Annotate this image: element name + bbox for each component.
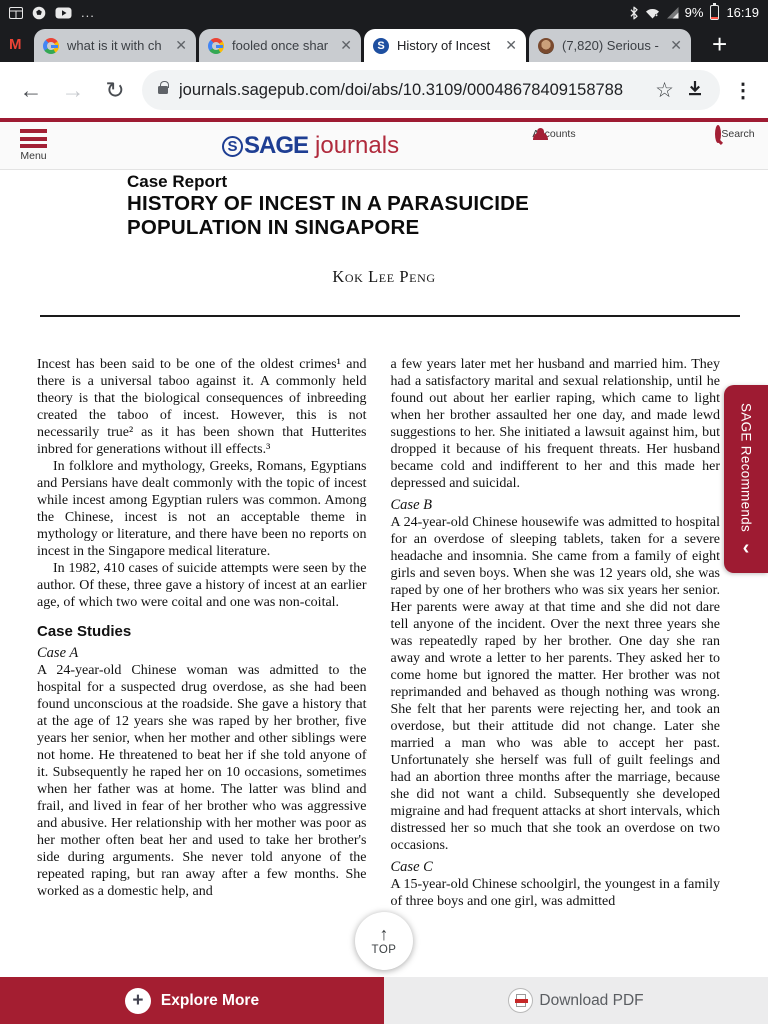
paragraph: Incest has been said to be one of the oldest crimes¹ and there is a universal taboo against it. A commonly held theory is that the biological consequences of inbreeding created the taboo of incest. However, this is not necessarily true² as it has been shown that Hutterites inbred for generations without ill effects.³ (37, 357, 367, 457)
close-icon[interactable]: ✕ (505, 37, 517, 53)
article-columns (37, 356, 720, 910)
paragraph: a few years later met her husband and married him. They had a satisfactory marital and sexual relationship, until he found out about her earlier raping, which came to light when her brother assaulted her one day, and made lewd suggestions to her. She initiated a lawsuit against him, but dropped it because of his frequent threats. Her husband became cold and indifferent to her and this made her depressed and suicidal. (390, 357, 720, 491)
browser-toolbar (0, 62, 768, 118)
paragraph: In folklore and mythology, Greeks, Romans, Egyptians and Persians have dealt commonly with the topic of incest while incest among Egyptian rulers was common. Among the Chinese, incest is not an acceptable theme in mythology or literature, and there have been no reports on incest in the Singapore medical literature. (37, 459, 367, 559)
status-bar (0, 0, 768, 25)
more-notifications-icon: ... (81, 4, 95, 20)
sage-recommends-tab[interactable] (724, 385, 768, 573)
menu-button[interactable] (20, 129, 47, 162)
notification-icons (9, 6, 95, 20)
paragraph: A 24-year-old Chinese woman was admitted to the hospital for a suspected drug overdose, as she had been found unconscious at the roadside. She gave a history that at the age of 12 years she was raped by her brother, five years her senior, when her mother and other siblings were not home. He threatened to beat her if she told anyone of it. Subsequently he raped her on 10 occasions, sometimes when her father was at home. The latter was blind and frail, and lived in fear of her brother who was aggressive and abusive. Her relationship with her mother was poor as her mother often beat her and used to take her brother's side during arguments. She never told anyone of the repeated raping, but ran away after a few months. She worked as a domestic help, and (37, 663, 367, 899)
sage-favicon: S (373, 38, 389, 54)
play-notification-icon (55, 7, 72, 19)
article-page (0, 170, 768, 977)
bookmark-star-icon[interactable]: ☆ (655, 78, 674, 102)
explore-more-label: Explore More (160, 991, 260, 1009)
window-notification-icon (9, 7, 23, 19)
case-b-heading: Case B (390, 497, 432, 513)
back-button[interactable]: ← (19, 76, 43, 103)
avatar-favicon (538, 38, 554, 54)
search-label: Search (721, 128, 755, 140)
bluetooth-icon (629, 6, 639, 20)
pdf-icon (508, 988, 533, 1013)
paragraph: A 24-year-old Chinese housewife was admitted to hospital for an overdose of sleeping tablets, taken for a severe headache and insomnia. She came from a family of eight girls and seven boys. When she was 12 years old, she was raped by one of her brothers who was six years her senior. Her parents were away at that time and she did not dare tell anyone of the incident. Over the next three years she was repeatedly raped by her brother. One day she ran away and wrote a letter to her parents. They asked her to come home but ignored the matter. Her brother was not reprimanded and behaved as though nothing was wrong. She felt that her parents were rejecting her, and took an overdose, but their attitude did not change. Later she married a man who was able to accept her past. Unfortunately she herself was full of guilt feelings and had an abortion three months after the marriage, because she did not want a child. Subsequently she developed migraine and had frequent attacks at short intervals, which distressed her so much that she took an overdose on two occasions. (390, 515, 720, 853)
paragraph: In 1982, 410 cases of suicide attempts were seen by the author. Of these, three gave a history of incest at an earlier age, of which two were coital and one was non-coital. (37, 561, 367, 610)
tab-title: fooled once shar (232, 38, 329, 53)
article-kicker: Case Report (127, 172, 228, 191)
top-label: TOP (371, 944, 397, 956)
close-icon[interactable]: ✕ (340, 37, 352, 53)
article-title (127, 192, 697, 239)
article-title-line1: HISTORY OF INCEST IN A PARASUICIDE (127, 192, 530, 215)
battery-percent: 9% (684, 5, 704, 20)
chevron-left-icon: ‹ (742, 537, 750, 560)
plus-icon: + (125, 988, 151, 1014)
download-pdf-button[interactable] (384, 977, 768, 1024)
tab-serious[interactable] (529, 29, 691, 62)
wifi-icon (645, 7, 660, 19)
address-bar[interactable] (142, 70, 720, 110)
media-ball-notification-icon (32, 6, 46, 20)
case-c-heading: Case C (390, 859, 433, 875)
explore-more-button[interactable] (0, 977, 384, 1024)
case-a-heading: Case A (37, 645, 79, 661)
site-header (0, 118, 768, 170)
tab-title: (7,820) Serious - (562, 38, 659, 53)
browser-menu-icon[interactable]: ⋮ (733, 79, 753, 102)
close-icon[interactable]: ✕ (175, 37, 187, 53)
menu-label: Menu (20, 150, 47, 162)
tab-what-is-it[interactable] (34, 29, 196, 62)
google-favicon (43, 38, 59, 54)
download-pdf-label: Download PDF (539, 991, 644, 1009)
tab-title: what is it with ch (67, 38, 162, 53)
lock-icon (158, 86, 168, 94)
tab-history-of-incest-active[interactable] (364, 29, 526, 62)
clock: 16:19 (726, 5, 759, 20)
reload-button[interactable]: ↻ (105, 76, 125, 103)
sage-logo-text: SAGE (244, 132, 309, 159)
article-title-line2: POPULATION IN SINGAPORE (127, 215, 420, 239)
search-button[interactable] (712, 128, 758, 140)
new-tab-button[interactable]: + (712, 29, 728, 59)
journals-logo-text: journals (315, 132, 400, 159)
right-column (391, 356, 721, 910)
forward-button[interactable]: → (61, 76, 85, 103)
url-text: journals.sagepub.com/doi/abs/10.3109/00048678409158788 (179, 80, 624, 99)
google-favicon (208, 38, 224, 54)
paragraph: A 15-year-old Chinese schoolgirl, the youngest in a family of three boys and one girl, was admitted (390, 877, 720, 909)
sage-logo-s-icon: S (222, 136, 243, 157)
cell-signal-icon (666, 6, 679, 19)
sage-recommends-label: SAGE Recommends (738, 402, 754, 533)
close-icon[interactable]: ✕ (670, 37, 682, 53)
gmail-favicon[interactable]: M (9, 36, 22, 53)
horizontal-rule (40, 315, 740, 317)
battery-icon (710, 5, 719, 20)
left-column (37, 356, 367, 910)
section-heading-case-studies: Case Studies (37, 623, 132, 640)
accounts-button[interactable] (526, 128, 582, 140)
bottom-action-bar (0, 977, 768, 1024)
article-author: Kok Lee Peng (332, 267, 436, 286)
tab-title: History of Incest (397, 38, 491, 53)
scroll-to-top-button[interactable] (355, 912, 413, 970)
tab-fooled-once[interactable] (199, 29, 361, 62)
tab-strip (0, 25, 768, 62)
accounts-label: Accounts (532, 128, 576, 140)
hamburger-icon (20, 129, 47, 148)
download-icon[interactable] (686, 79, 704, 102)
sage-journals-logo[interactable] (222, 132, 399, 160)
up-arrow-icon: ↑ (379, 924, 389, 944)
